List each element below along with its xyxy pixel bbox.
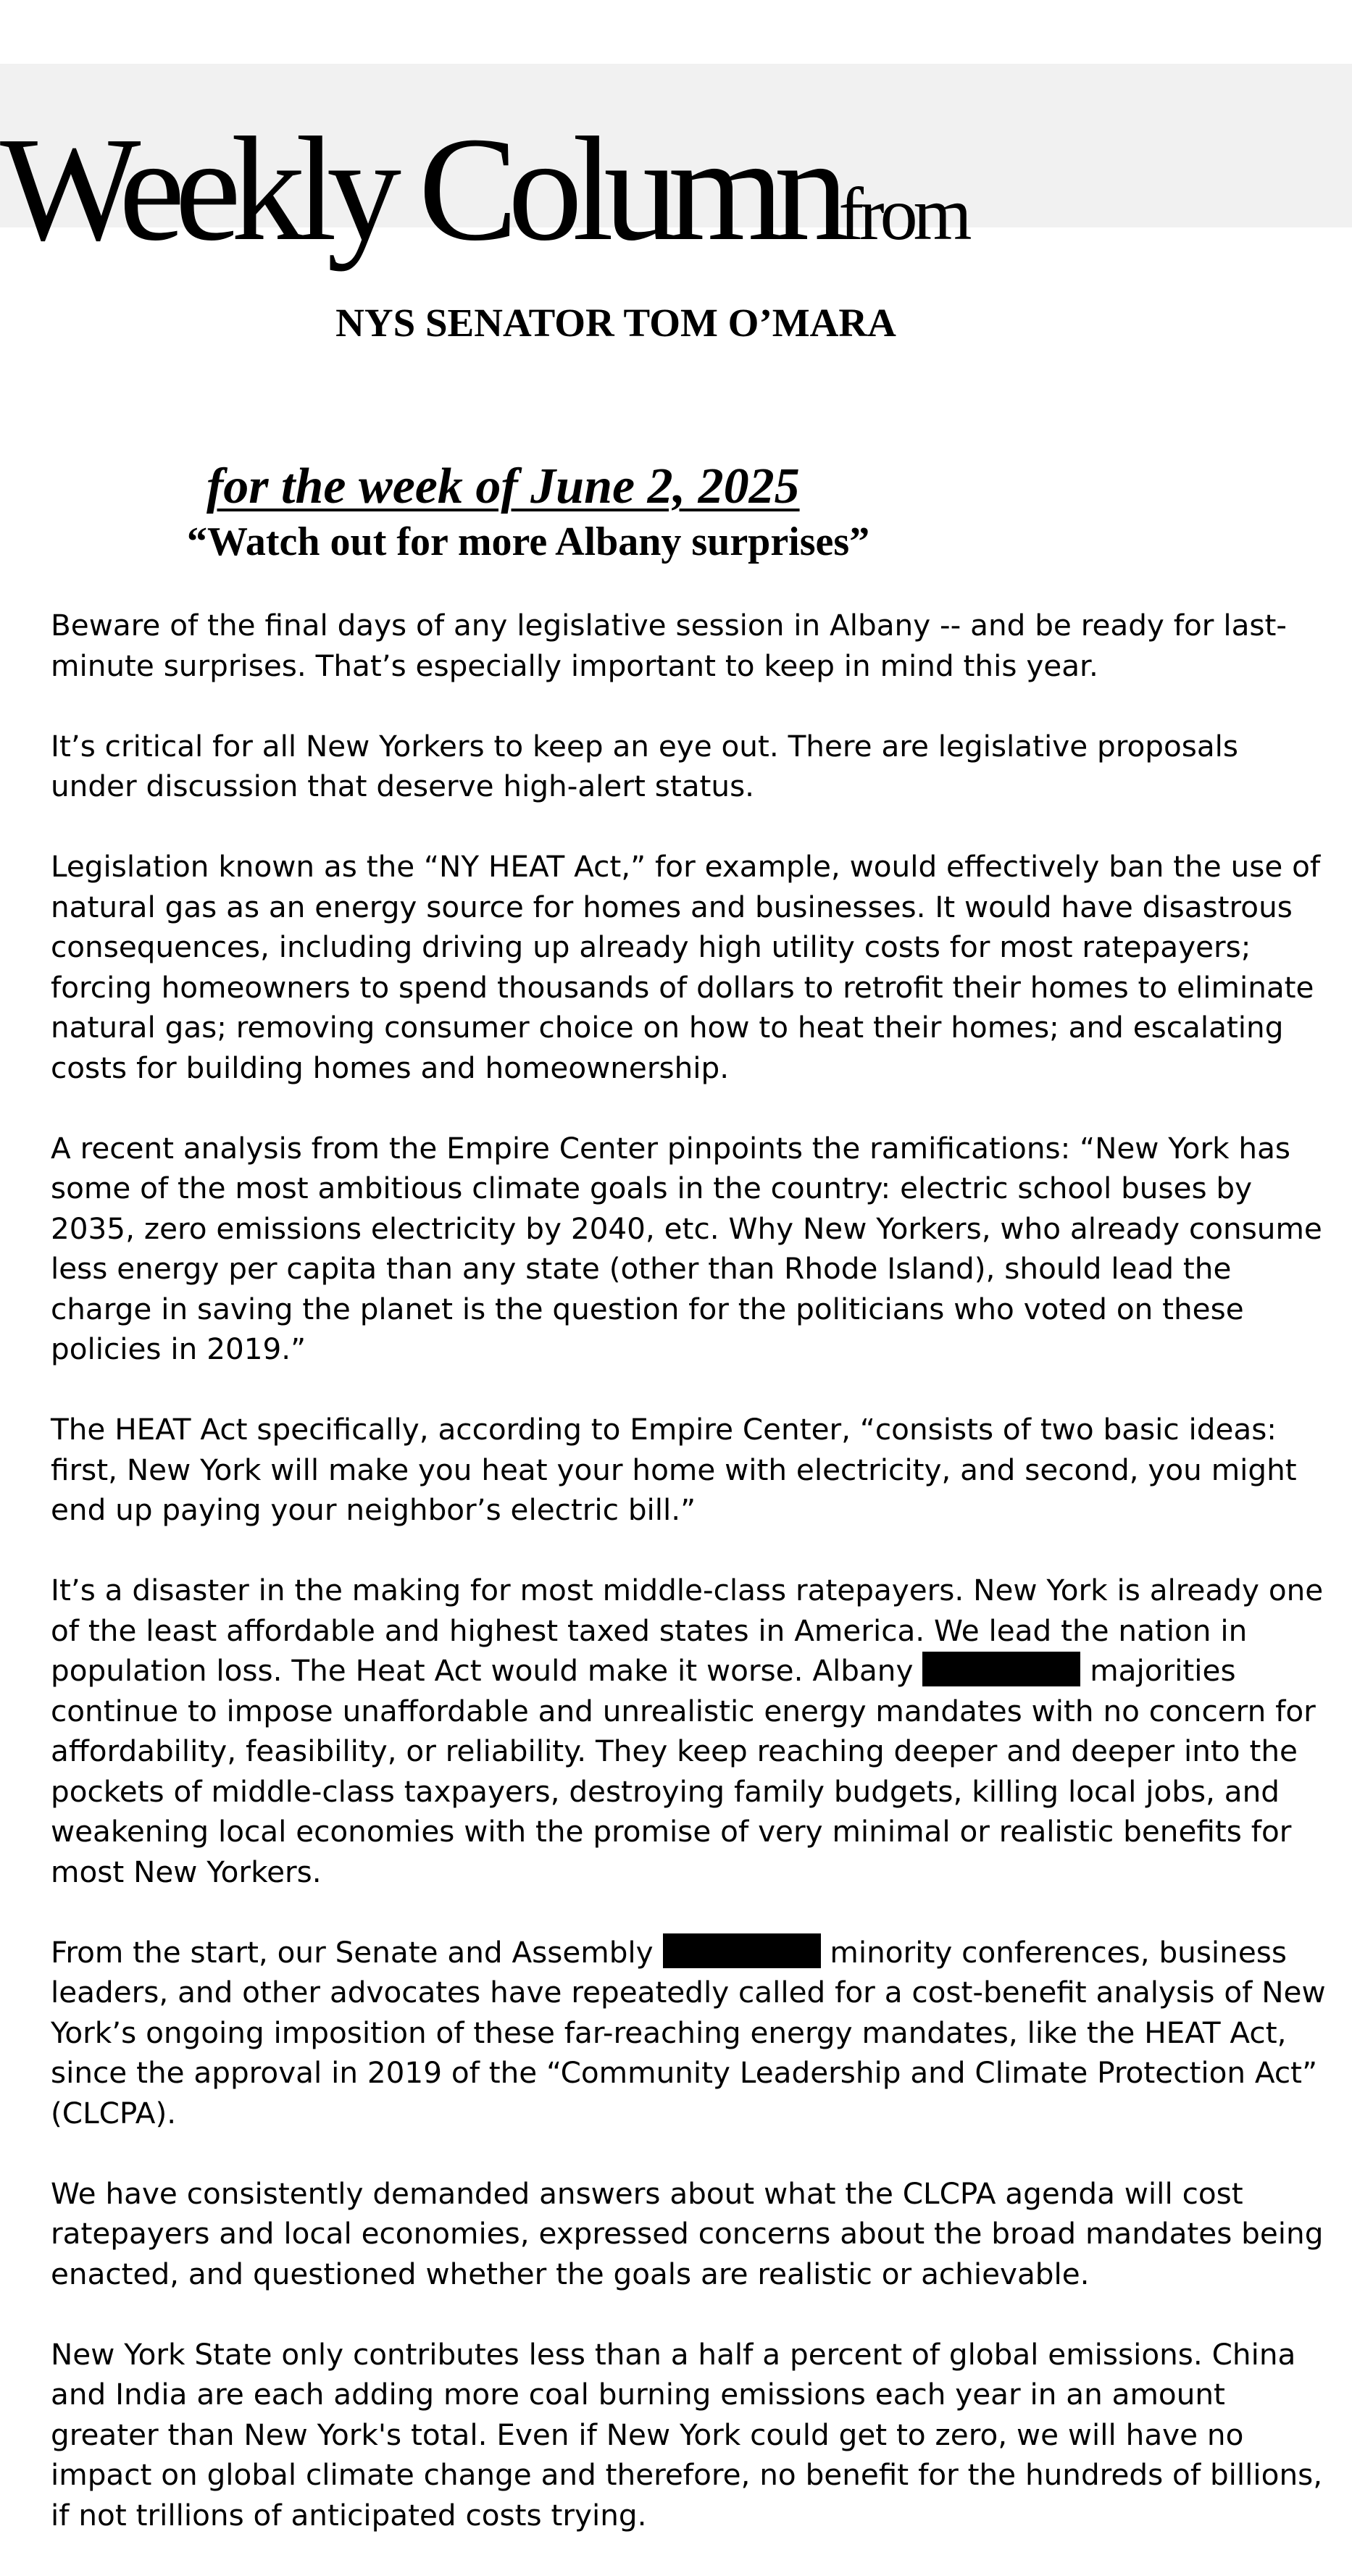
paragraph-6-end: majorities continue to impose unaffordable and unrealistic energy mandates with no concern for affordability, feasibility, or reliability. They keep reaching deeper and deeper into the pockets of middle-class taxpayers, destroying family budgets, killing local jobs, and weakening local economies with the promise of very minimal or realistic benefits for most New Yorkers. (51, 1653, 1316, 1889)
paragraph-8: We have consistently demanded answers about what the CLCPA agenda will cost ratepayers and local economies, expressed concerns about the broad mandates being enacted, and questioned whether the goals are realistic or achievable. (51, 2175, 1324, 2291)
redaction-bar (922, 1652, 1080, 1686)
redaction-bar (663, 1933, 821, 1968)
column-body (51, 606, 1326, 2576)
paragraph-7 (51, 1933, 1326, 2134)
senator-name: NYS SENATOR TOM O’MARA (335, 301, 896, 345)
masthead-banner (0, 64, 1352, 272)
column-headline: “Watch out for more Albany surprises” (187, 519, 870, 564)
masthead-from: from (838, 172, 968, 256)
paragraph-4: A recent analysis from the Empire Center pinpoints the ramifications: “New York has some of the most ambitious climate goals in the country: electric school buses by 2035, zero emissions electricity by 2040, etc. Why New Yorkers, who already consume less energy per capita than any state (other than Rhode Island), should lead the charge in saving the planet is the question for the politicians who voted on these policies in 2019.” (51, 1130, 1322, 1366)
paragraph-3: Legislation known as the “NY HEAT Act,” for example, would effectively ban the use of natural gas as an energy source for homes and businesses. It would have disastrous consequences, including driving up already high utility costs for most ratepayers; forcing homeowners to spend thousands of dollars to retrofit their homes to eliminate natural gas; removing consumer choice on how to heat their homes; and escalating costs for building homes and homeownership. (51, 849, 1321, 1085)
paragraph-2: It’s critical for all New Yorkers to keep an eye out. There are legislative proposals under discussion that deserve high-alert status. (51, 728, 1239, 803)
paragraph-1: Beware of the final days of any legislative session in Albany -- and be ready for last-minute surprises. That’s especially important to keep in mind this year. (51, 608, 1287, 683)
paragraph-7-end: minority conferences, business leaders, and other advocates have repeatedly called for a cost-benefit analysis of New York’s ongoing imposition of these far-reaching energy mandates, like the HEAT Act, since the approval in 2019 of the “Community Leadership and Climate Protection Act” (CLCPA). (51, 1934, 1326, 2130)
paragraph-9: New York State only contributes less than a half a percent of global emissions. China and India are each adding more coal burning emissions each year in an amount greater than New York's total. Even if New York could get to zero, we will have no impact on global climate change and therefore, no benefit for the hundreds of billions, if not trillions of anticipated costs trying. (51, 2336, 1323, 2533)
paragraph-6-start: It’s a disaster in the making for most middle-class ratepayers. New York is already one of the least affordable and highest taxed states in America. We lead the nation in population loss. The Heat Act would make it worse. Albany (51, 1573, 1324, 1688)
paragraph-5: The HEAT Act specifically, according to Empire Center, “consists of two basic ideas: first, New York will make you heat your home with electricity, and second, you might end up paying your neighbor’s electric bill.” (51, 1412, 1297, 1527)
masthead-title (0, 106, 968, 272)
masthead-title-text: Weekly Column (0, 106, 839, 272)
paragraph-7-start: From the start, our Senate and Assembly (51, 1934, 663, 1970)
paragraph-6 (51, 1571, 1326, 1892)
week-date: for the week of June 2, 2025 (206, 459, 800, 514)
